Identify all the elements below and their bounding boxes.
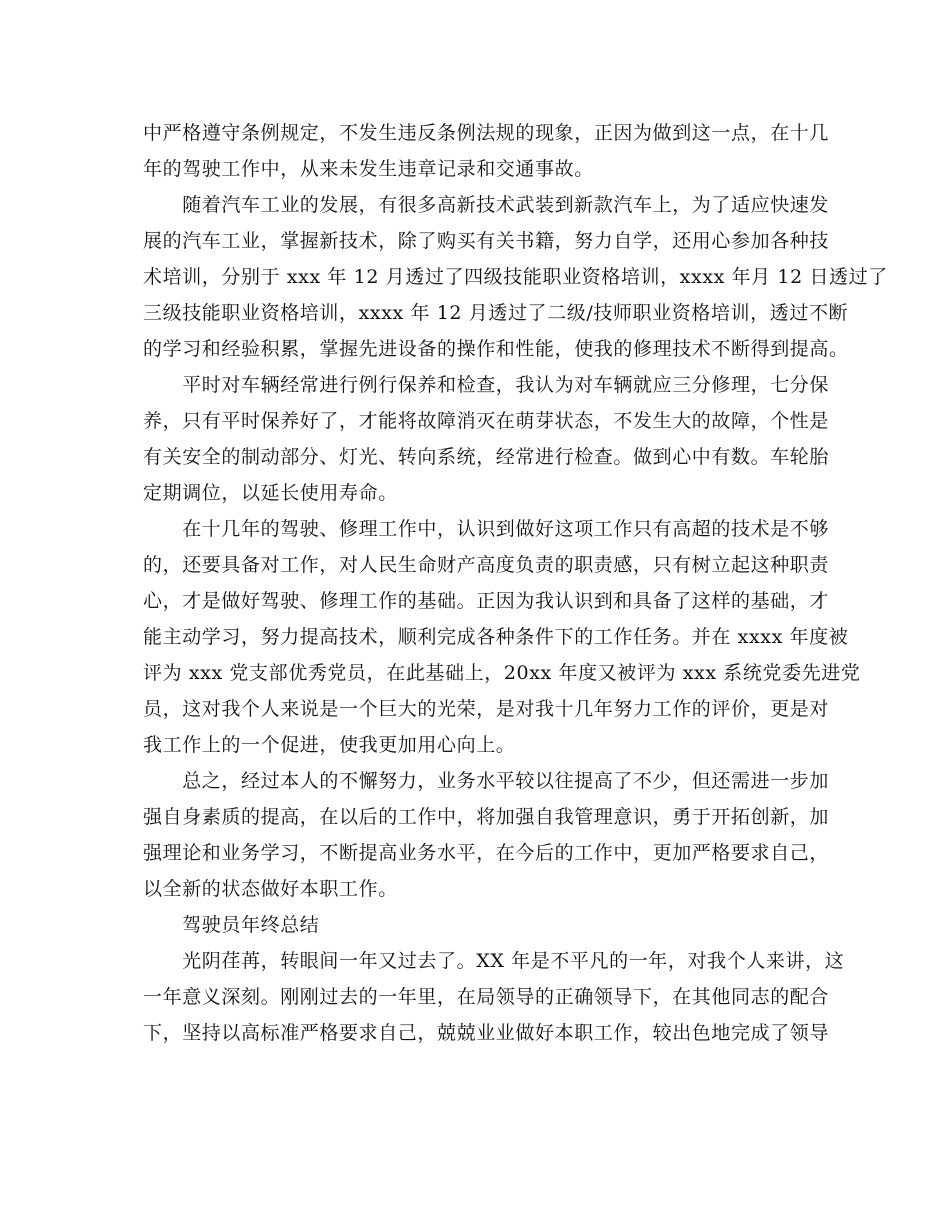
text-line: 年的驾驶工作中，从来未发生违章记录和交通事故。 [143,158,594,180]
text-line: 我工作上的一个促进，使我更加用心向上。 [143,734,516,756]
text-line: 评为 xxx 党支部优秀党员，在此基础上，20xx 年度又被评为 xxx 系统党委先进党 [143,662,861,684]
text-line: 在十几年的驾驶、修理工作中，认识到做好这项工作只有高超的技术是不够 [143,518,830,540]
text-line: 术培训，分别于 xxx 年 12 月透过了四级技能职业资格培训，xxxx 年月 12 日透过了 [143,266,888,288]
text-line: 强理论和业务学习，不断提高业务水平，在今后的工作中，更加严格要求自己， [143,842,830,864]
text-line: 展的汽车工业，掌握新技术，除了购买有关书籍，努力自学，还用心参加各种技 [143,230,830,252]
text-line: 的学习和经验积累，掌握先进设备的操作和性能，使我的修理技术不断得到提高。 [143,338,849,360]
text-line: 心，才是做好驾驶、修理工作的基础。正因为我认识到和具备了这样的基础，才 [143,590,830,612]
text-line: 养，只有平时保养好了，才能将故障消灭在萌芽状态，不发生大的故障，个性是 [143,410,830,432]
text-line: 光阴荏苒，转眼间一年又过去了。XX 年是不平凡的一年，对我个人来讲，这 [143,950,845,972]
text-line: 员，这对我个人来说是一个巨大的光荣，是对我十几年努力工作的评价，更是对 [143,698,830,720]
text-line: 一年意义深刻。刚刚过去的一年里，在局领导的正确领导下，在其他同志的配合 [143,986,830,1008]
text-line: 强自身素质的提高，在以后的工作中，将加强自我管理意识，勇于开拓创新，加 [143,806,830,828]
text-line: 有关安全的制动部分、灯光、转向系统，经常进行检查。做到心中有数。车轮胎 [143,446,830,468]
text-line: 随着汽车工业的发展，有很多高新技术武装到新款汽车上，为了适应快速发 [143,194,830,216]
text-line: 下，坚持以高标准严格要求自己，兢兢业业做好本职工作，较出色地完成了领导 [143,1022,830,1044]
text-line: 平时对车辆经常进行例行保养和检查，我认为对车辆就应三分修理，七分保 [143,374,830,396]
text-line: 能主动学习，努力提高技术，顺利完成各种条件下的工作任务。并在 xxxx 年度被 [143,626,849,648]
text-line: 总之，经过本人的不懈努力，业务水平较以往提高了不少，但还需进一步加 [143,770,830,792]
text-line: 中严格遵守条例规定，不发生违反条例法规的现象，正因为做到这一点，在十几 [143,122,830,144]
text-line: 的，还要具备对工作，对人民生命财产高度负责的职责感，只有树立起这种职责 [143,554,830,576]
section-heading: 驾驶员年终总结 [143,914,320,936]
text-line: 三级技能职业资格培训，xxxx 年 12 月透过了二级/技师职业资格培训，透过不断 [143,302,849,324]
text-line: 定期调位，以延长使用寿命。 [143,482,398,504]
text-line: 以全新的状态做好本职工作。 [143,878,398,900]
